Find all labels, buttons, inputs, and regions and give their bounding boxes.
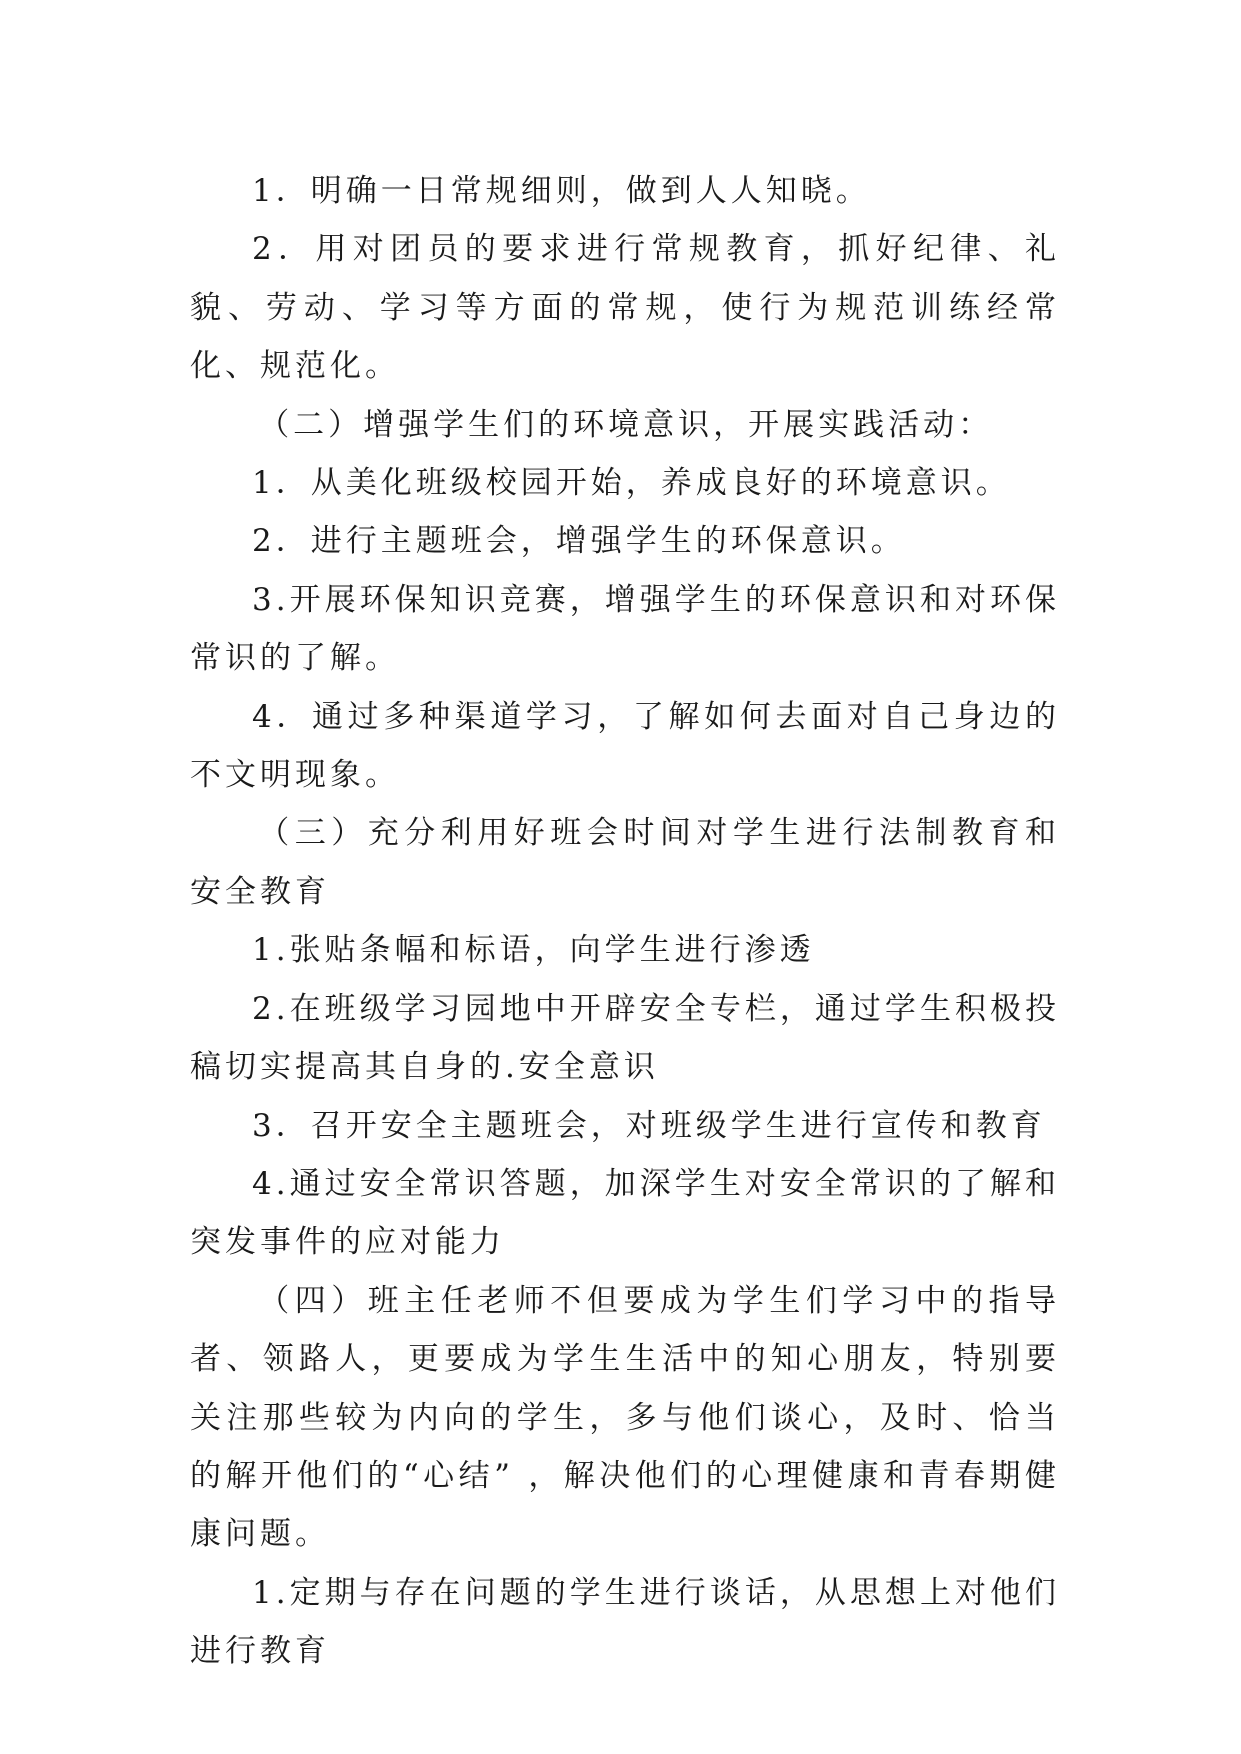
paragraph: 4.通过安全常识答题，加深学生对安全常识的了解和突发事件的应对能力	[190, 1165, 1060, 1261]
section-heading: （三）充分利用好班会时间对学生进行法制教育和安全教育	[190, 815, 1060, 910]
section-heading: （二）增强学生们的环境意识，开展实践活动：	[258, 406, 994, 443]
paragraph: 3.开展环保知识竞赛，增强学生的环保意识和对环保常识的了解。	[190, 581, 1060, 677]
paragraph: 1.张贴条幅和标语，向学生进行渗透	[252, 932, 815, 969]
paragraph: 1．明确一日常规细则，做到人人知晓。	[252, 173, 871, 209]
paragraph: 3．召开安全主题班会，对班级学生进行宣传和教育	[252, 1107, 1046, 1144]
paragraph: 4．通过多种渠道学习，了解如何去面对自己身边的不文明现象。	[190, 698, 1060, 794]
paragraph: 2．进行主题班会，增强学生的环保意识。	[252, 523, 906, 560]
paragraph: 1.定期与存在问题的学生进行谈话，从思想上对他们进行教育	[190, 1574, 1060, 1670]
paragraph: 2．用对团员的要求进行常规教育，抓好纪律、礼貌、劳动、学习等方面的常规，使行为规范训练经常化、规范化。	[190, 231, 1060, 385]
document-body	[190, 162, 1060, 1681]
section-heading: （四）班主任老师不但要成为学生们学习中的指导者、领路人，更要成为学生生活中的知心朋友，特别要关注那些较为内向的学生，多与他们谈心，及时、恰当的解开他们的“心结” ，解决他们的心理健康和青春期健康问题。	[190, 1282, 1060, 1553]
paragraph: 1．从美化班级校园开始，养成良好的环境意识。	[252, 465, 1011, 502]
paragraph: 2.在班级学习园地中开辟安全专栏，通过学生积极投稿切实提高其自身的.安全意识	[190, 990, 1060, 1086]
